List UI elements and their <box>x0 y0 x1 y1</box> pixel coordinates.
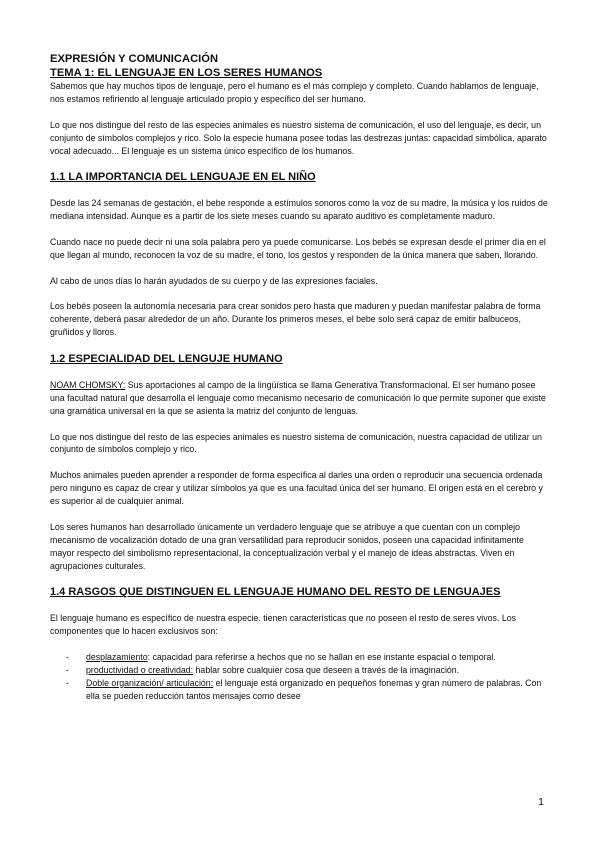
page-number: 1 <box>538 796 544 808</box>
document-page <box>50 52 548 703</box>
section-paragraph: Muchos animales pueden aprender a responder de forma específica al darles una orden o reproducir una secuencia ordenada pero ninguno es capaz de crear y utilizar símbolos ya que es una facultad única del ser humano. El origen está en el cerebro y es superior al de cualquier animal. <box>50 470 543 507</box>
list-dash: - <box>66 651 69 662</box>
list-text: el lenguaje está organizado en pequeños fonemas y gran número de palabras. Con ella se pueden reducción tantos mensajes como desee <box>86 677 542 701</box>
section-paragraph: Los bebés poseen la autonomía necesaria para crear sonidos pero hasta que maduren y puedan manifestar palabra de forma coherente, deberá pasar alrededor de un año. Durante los primeros meses, el bebe solo será capaz de emitir balbuceos, gruñidos y lloros. <box>50 301 541 338</box>
section-heading: 1.1 LA IMPORTANCIA DEL LENGUAJE EN EL NIÑO <box>50 171 316 184</box>
author-paragraph <box>50 379 548 418</box>
list-term: desplazamiento <box>86 651 148 662</box>
section-paragraph: El lenguaje humano es específico de nuestra especie. tienen características que no poseen el resto de seres vivos. Los componentes que lo hacen exclusivos son: <box>50 613 517 637</box>
list-item <box>50 677 548 703</box>
list-dash: - <box>66 664 69 675</box>
document-subtitle: TEMA 1: EL LENGUAJE EN LOS SERES HUMANOS <box>50 67 323 79</box>
component-list <box>50 651 548 703</box>
list-text: : capacidad para referirse a hechos que no se hallan en ese instante espacial o temporal. <box>147 651 496 662</box>
list-text: hablar sobre cualquier cosa que deseen a través de la imaginación. <box>193 664 460 675</box>
author-name: NOAM CHOMSKY: <box>50 379 126 390</box>
section-paragraph: Desde las 24 semanas de gestación, el bebe responde a estímulos sonoros como la voz de su madre, la música y los ruidos de mediana intensidad. Aunque es a partir de los siete meses cuando su aparato auditivo es completamente maduro. <box>50 198 548 222</box>
intro-paragraph: Lo que nos distingue del resto de las especies animales es nuestro sistema de comunicación, el uso del lenguaje, es decir, un conjunto de símbolos complejos y rico. Solo la especie humana posee todas las destrezas juntas: capacidad simbólica, aparato vocal adecuado... El lenguaje es un sistema único específico de los humanos. <box>50 119 547 156</box>
document-title: EXPRESIÓN Y COMUNICACIÓN <box>50 53 219 65</box>
list-item <box>50 651 548 664</box>
list-term: Doble organización/ articulación: <box>86 677 214 688</box>
list-dash: - <box>66 677 69 688</box>
section-paragraph: Al cabo de unos días lo harán ayudados de su cuerpo y de las expresiones faciales. <box>50 275 378 286</box>
section-paragraph: Los seres humanos han desarrollado únicamente un verdadero lenguaje que se atribuye a que cuentan con un complejo mecanismo de vocalización dotado de una gran versatilidad para reproducir sonidos, poseen una capacidad infinitamente mayor respecto del simbolismo representacional, la conceptualización verbal y el manejo de ideas abstractas. Viven en agrupaciones culturales. <box>50 521 524 571</box>
intro-paragraph: Sabemos que hay muchos tipos de lenguaje, pero el humano es el más complejo y completo. Cuando hablamos de lenguaje, nos estamos refiriendo al lenguaje articulado propio y específico del ser humano. <box>50 81 539 104</box>
author-text: Sus aportaciones al campo de la lingüística se llama Generativa Transformacional. El ser humano posee una facultad natural que desarrolla el lenguaje como mecanismo necesario de comunicación lo que permite suponer que existe una gramática universal en la que se asienta la matriz del conjunto de lenguas. <box>50 379 546 416</box>
list-term: productividad o creatividad: <box>86 664 194 675</box>
section-paragraph: Cuando nace no puede decir ni una sola palabra pero ya puede comunicarse. Los bebés se expresan desde el primer día en el que llegan al mundo, reconocen la voz de su madre, el tono, los gestos y responden de la única manera que saben, llorando. <box>50 236 546 260</box>
section-heading: 1.2 ESPECIALIDAD DEL LENGUJE HUMANO <box>50 353 283 366</box>
section-heading: 1.4 RASGOS QUE DISTINGUEN EL LENGUAJE HUMANO DEL RESTO DE LENGUAJES <box>50 586 501 599</box>
list-item <box>50 664 548 677</box>
section-paragraph: Lo que nos distingue del resto de las especies animales es nuestro sistema de comunicación, nuestra capacidad de utilizar un conjunto de símbolos complejo y rico. <box>50 431 542 455</box>
